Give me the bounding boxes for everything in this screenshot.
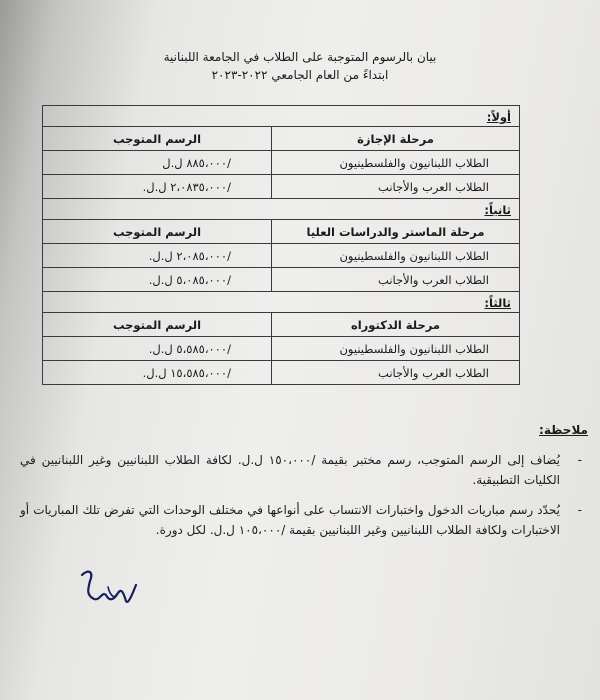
signature-icon (78, 565, 142, 613)
header-title: بيان بالرسوم المتوجبة على الطلاب في الجامعة اللبنانية (163, 50, 437, 64)
category-cell: الطلاب العرب والأجانب (271, 268, 519, 292)
amount-cell: /٢،٠٨٥،٠٠٠ ل.ل. (43, 244, 272, 268)
amount-cell: /٥،٥٨٥،٠٠٠ ل.ل. (43, 337, 272, 361)
amount-cell: /١٥،٥٨٥،٠٠٠ ل.ل. (43, 361, 272, 385)
category-cell: الطلاب اللبنانيون والفلسطينيون (271, 337, 519, 361)
fee-header: الرسم المتوجب (43, 127, 272, 151)
category-cell: الطلاب اللبنانيون والفلسطينيون (271, 151, 519, 175)
notes-title: ملاحظة: (539, 423, 588, 437)
section-row (43, 199, 520, 220)
note-item (20, 500, 588, 540)
level-header: مرحلة الإجازة (271, 127, 519, 151)
table-row (43, 151, 520, 175)
note-text: يُضاف إلى الرسم المتوجب، رسم مختبر بقيمة /١٥٠،٠٠٠ ل.ل. لكافة الطلاب اللبنانيين وغير اللبنانيين في الكليات التطبيقية. (20, 453, 561, 487)
category-cell: الطلاب العرب والأجانب (271, 361, 519, 385)
bullet-dash: - (577, 503, 582, 517)
table-row (43, 268, 520, 292)
note-item (20, 450, 588, 490)
section-label: ثالثاً: (43, 292, 520, 313)
section-label: ثانياً: (43, 199, 520, 220)
header-subtitle: ابتداءً من العام الجامعي ٢٠٢٢-٢٠٢٣ (211, 68, 389, 82)
table-header-row (43, 220, 520, 244)
amount-cell: /٢،٠٨٣٥،٠٠٠ ل.ل. (43, 175, 272, 199)
table-header-row (43, 127, 520, 151)
note-text: يُحدّد رسم مباريات الدخول واختبارات الانتساب على أنواعها في مختلف الوحدات التي تفرض تلك المباريات أو الاختبارات ولكافة الطلاب اللبنانيين وغير اللبنانيين بقيمة /١٠٥،٠٠٠ ل.ل. لكل دورة. (20, 503, 560, 537)
table-row (43, 337, 520, 361)
notes-section (20, 420, 588, 540)
section-row (43, 292, 520, 313)
category-cell: الطلاب اللبنانيون والفلسطينيون (271, 244, 519, 268)
level-header: مرحلة الدكتوراه (271, 313, 519, 337)
category-cell: الطلاب العرب والأجانب (271, 175, 519, 199)
table-header-row (43, 313, 520, 337)
section-row (43, 106, 520, 127)
amount-cell: /٥،٠٨٥،٠٠٠ ل.ل. (43, 268, 272, 292)
fee-header: الرسم المتوجب (43, 313, 272, 337)
bullet-dash: - (577, 453, 582, 467)
level-header: مرحلة الماستر والدراسات العليا (271, 220, 519, 244)
amount-cell: /٨٨٥،٠٠٠ ل.ل (43, 151, 272, 175)
table-row (43, 361, 520, 385)
table-row (43, 244, 520, 268)
table-row (43, 175, 520, 199)
fee-header: الرسم المتوجب (43, 220, 272, 244)
section-label: أولاً: (43, 106, 520, 127)
fees-table (42, 105, 520, 385)
